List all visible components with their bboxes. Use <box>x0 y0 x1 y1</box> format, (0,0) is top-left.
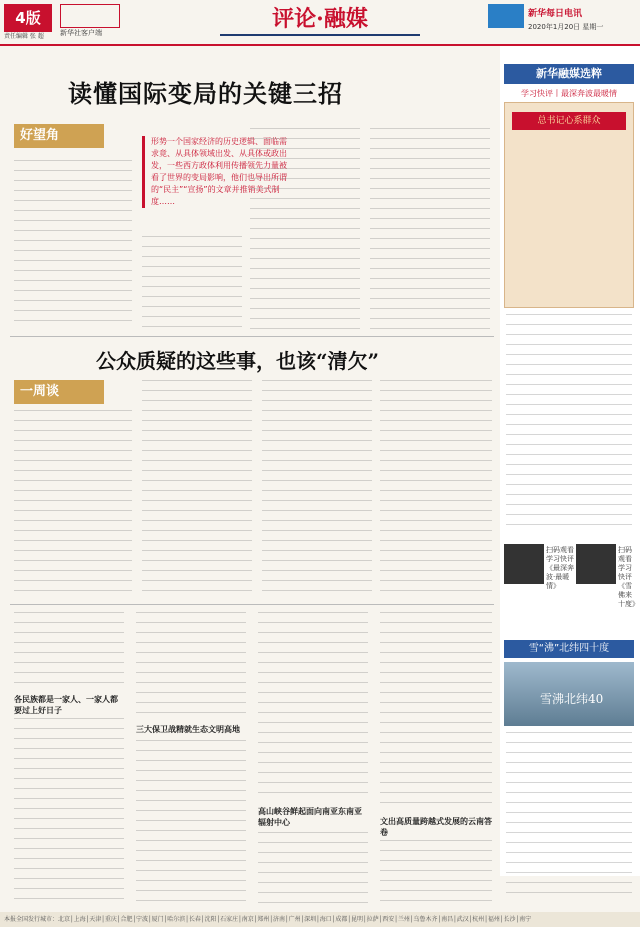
sidebar-brand: 新华融媒选粹 <box>504 64 634 84</box>
body-column-13 <box>258 612 368 802</box>
news-logo <box>488 4 524 28</box>
subhead-4: 文出高质量跨越式发展的云南答卷 <box>380 817 492 837</box>
body-column-1 <box>14 160 132 330</box>
body-column-11 <box>136 612 246 722</box>
paper-name: 新华每日电讯 <box>528 9 583 19</box>
body-column-2 <box>142 236 242 332</box>
section-title: 评论·融媒 <box>272 6 368 32</box>
sidebar-body-2 <box>506 732 632 902</box>
qr-code-1[interactable] <box>504 544 544 584</box>
map-banner: 总书记心系群众 <box>512 112 626 130</box>
client-logo <box>60 4 120 28</box>
issue-date: 2020年1月20日 星期一 <box>528 23 604 31</box>
sidebar-body-1 <box>506 314 632 534</box>
distribution-footer: 本报全国发行城市：北京│上海│天津│重庆│合肥│宁波│厦门│哈尔滨│长春│沈阳│石家庄│南京│郑州│济南│广州│深圳│海口│成都│昆明│拉萨│西安│兰州│乌鲁木齐│南昌│武汉│杭州│福州│长沙│南宁 <box>0 912 640 927</box>
main-headline: 读懂国际变局的关键三招 <box>68 79 343 108</box>
body-column-12 <box>136 740 246 908</box>
sidebar-subtitle: 学习快评丨最深奔波最暖情 <box>521 89 617 98</box>
body-column-4 <box>370 128 490 332</box>
body-column-6 <box>142 380 252 600</box>
page-number: 4版 <box>4 4 52 32</box>
editors: 责任编辑 张 超 <box>4 33 44 40</box>
china-map-graphic <box>504 102 634 308</box>
subhead-1: 各民族都是一家人、一家人都要过上好日子 <box>14 695 118 715</box>
subhead-3: 高山峡谷鲜起面向南亚东南亚辐射中心 <box>258 807 362 827</box>
body-column-7 <box>262 380 372 600</box>
body-column-16 <box>380 840 492 908</box>
body-column-5 <box>14 410 132 600</box>
sidebar-second-head: 雪“沸”北纬四十度 <box>504 640 634 658</box>
qr-caption-2: 扫码观看 学习快评《雪佛来十度》 <box>618 546 639 608</box>
column-label-haowangjiao: 好望角 <box>14 124 104 148</box>
qr-code-2[interactable] <box>576 544 616 584</box>
article-divider <box>10 336 494 337</box>
qr-caption-1: 扫码观看 学习快评《最深奔波·最暖情》 <box>546 546 574 590</box>
article-divider-2 <box>10 604 494 605</box>
body-column-14 <box>258 832 368 908</box>
body-column-8 <box>380 380 492 600</box>
section-underline <box>220 34 420 36</box>
body-column-10 <box>14 718 124 908</box>
pull-quote: 形势一个国家经济的历史逻辑、面临需求竟、从具体领域出发、从具体或政出发，一些西方政体利用传播领先力量被看了世界的变局影响，他们也导出所谓的“民主”“宣扬”的文章并推销美式制度…… <box>142 136 291 208</box>
body-column-9 <box>14 612 124 692</box>
subhead-2: 三大保卫战精就生态文明高地 <box>136 725 240 734</box>
second-headline: 公众质疑的这些事，也该“清欠” <box>96 349 380 373</box>
photo-caption: 雪沸北纬40 <box>540 692 604 706</box>
client-caption: 新华社客户端 <box>60 29 102 37</box>
column-label-yizhoutan: 一周谈 <box>14 380 104 404</box>
body-column-3 <box>250 128 360 332</box>
body-column-15 <box>380 612 492 812</box>
